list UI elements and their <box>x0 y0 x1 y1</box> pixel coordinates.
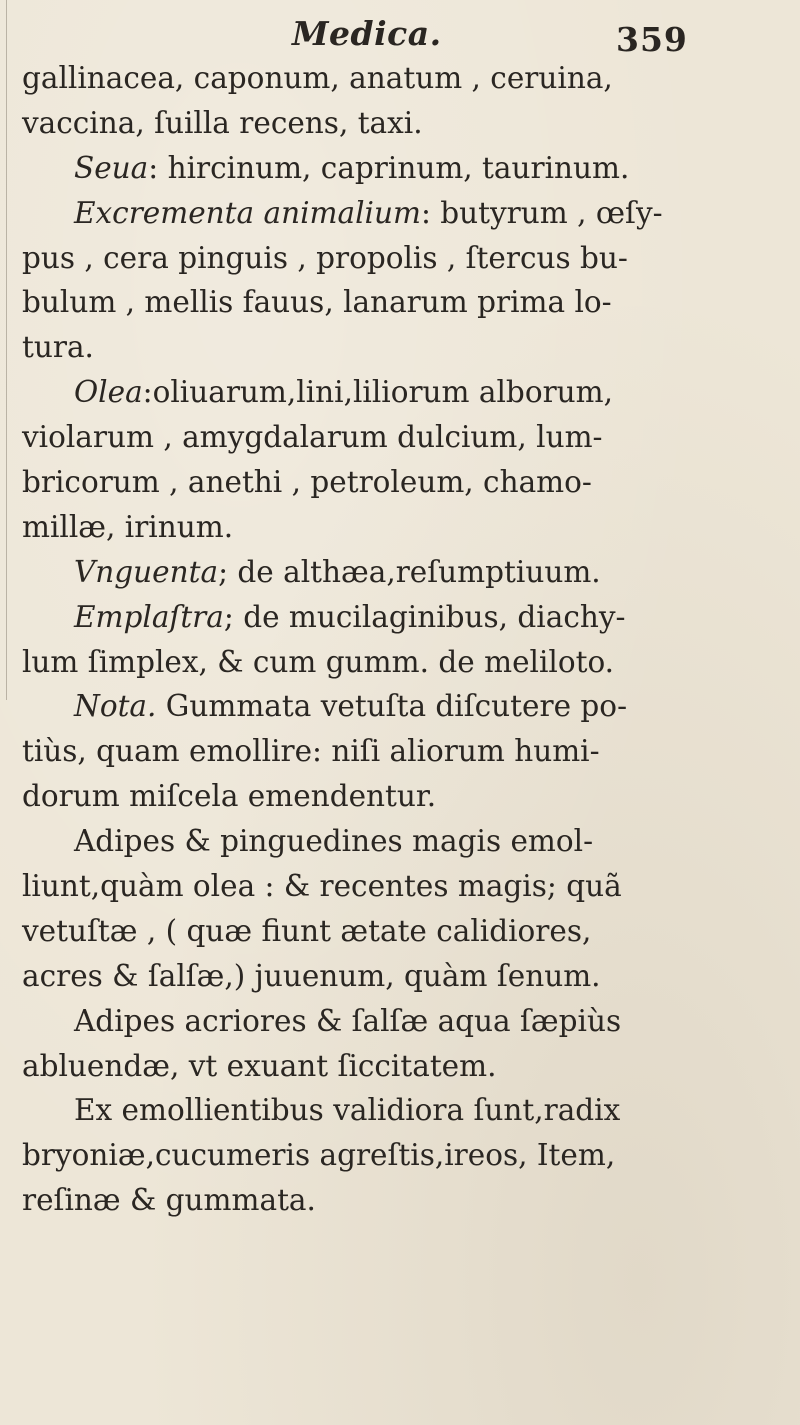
text-line <box>22 56 782 101</box>
text-body <box>22 56 782 1223</box>
line-text: tiùs, quam emollire: niſi aliorum humi- <box>22 734 600 769</box>
text-line <box>22 101 782 146</box>
line-text: abluendæ, vt exuant ſiccitatem. <box>22 1048 497 1083</box>
text-line <box>22 999 782 1044</box>
line-text: Gummata vetuſta diſcutere po- <box>156 689 628 724</box>
italic-lead-term: Olea <box>74 375 143 410</box>
line-text: : butyrum , œſy- <box>420 195 663 230</box>
text-line <box>22 460 782 505</box>
text-line <box>22 909 782 954</box>
italic-lead-term: Vnguenta <box>74 554 219 589</box>
line-text: pus , cera pinguis , propolis , ſtercus bu- <box>22 240 628 275</box>
text-line <box>22 370 782 415</box>
text-line <box>22 415 782 460</box>
line-text: :oliuarum,lini,liliorum alborum, <box>142 375 614 410</box>
line-text: bricorum , anethi , petroleum, chamo- <box>22 465 592 500</box>
line-text: reſinæ & gummata. <box>22 1183 316 1218</box>
page-header <box>0 14 800 62</box>
line-text: liunt,quàm olea : & recentes magis; quã <box>22 869 622 904</box>
text-line <box>22 1088 782 1133</box>
text-line <box>22 505 782 550</box>
line-text: Ex emollientibus validiora ſunt,radix <box>74 1093 621 1128</box>
text-line <box>22 550 782 595</box>
italic-lead-term: Excrementa animalium <box>74 195 421 230</box>
line-text: vaccina, ſuilla recens, taxi. <box>22 105 423 140</box>
text-line <box>22 640 782 685</box>
line-text: Adipes acriores & ſalſæ aqua ſæpiùs <box>74 1003 622 1038</box>
italic-lead-term: Seua <box>74 150 149 185</box>
text-line <box>22 1044 782 1089</box>
text-line <box>22 595 782 640</box>
text-line <box>22 954 782 999</box>
text-line <box>22 774 782 819</box>
line-text: ; de mucilaginibus, diachy- <box>223 599 626 634</box>
text-line <box>22 684 782 729</box>
text-line <box>22 819 782 864</box>
line-text: acres & ſalſæ,) juuenum, quàm ſenum. <box>22 958 601 993</box>
line-text: tura. <box>22 330 94 365</box>
line-text: ; de althæa,reſumptiuum. <box>218 554 601 589</box>
text-line <box>22 864 782 909</box>
line-text: dorum miſcela emendentur. <box>22 779 437 814</box>
italic-lead-term: Nota. <box>74 689 157 724</box>
line-text: bulum , mellis fauus, lanarum prima lo- <box>22 285 612 320</box>
line-text: gallinacea, caponum, anatum , ceruina, <box>22 61 613 95</box>
line-text: Adipes & pinguedines magis emol- <box>74 824 594 859</box>
page-gutter-edge <box>6 0 7 700</box>
page-number: 359 <box>616 20 688 59</box>
text-line <box>22 280 782 325</box>
text-line <box>22 191 782 236</box>
text-line <box>22 1133 782 1178</box>
running-head: Medica. <box>292 14 442 53</box>
line-text: millæ, irinum. <box>22 509 234 544</box>
line-text: violarum , amygdalarum dulcium, lum- <box>22 420 603 455</box>
text-line <box>22 325 782 370</box>
line-text: lum ſimplex, & cum gumm. de meliloto. <box>22 644 615 679</box>
line-text: vetuſtæ , ( quæ fiunt ætate calidiores, <box>22 913 592 948</box>
line-text: : hircinum, caprinum, taurinum. <box>148 150 630 185</box>
italic-lead-term: Emplaſtra <box>74 599 224 634</box>
text-line <box>22 236 782 281</box>
text-line <box>22 146 782 191</box>
text-line <box>22 1178 782 1223</box>
text-line <box>22 729 782 774</box>
line-text: bryoniæ,cucumeris agreſtis,ireos, Item, <box>22 1138 616 1173</box>
